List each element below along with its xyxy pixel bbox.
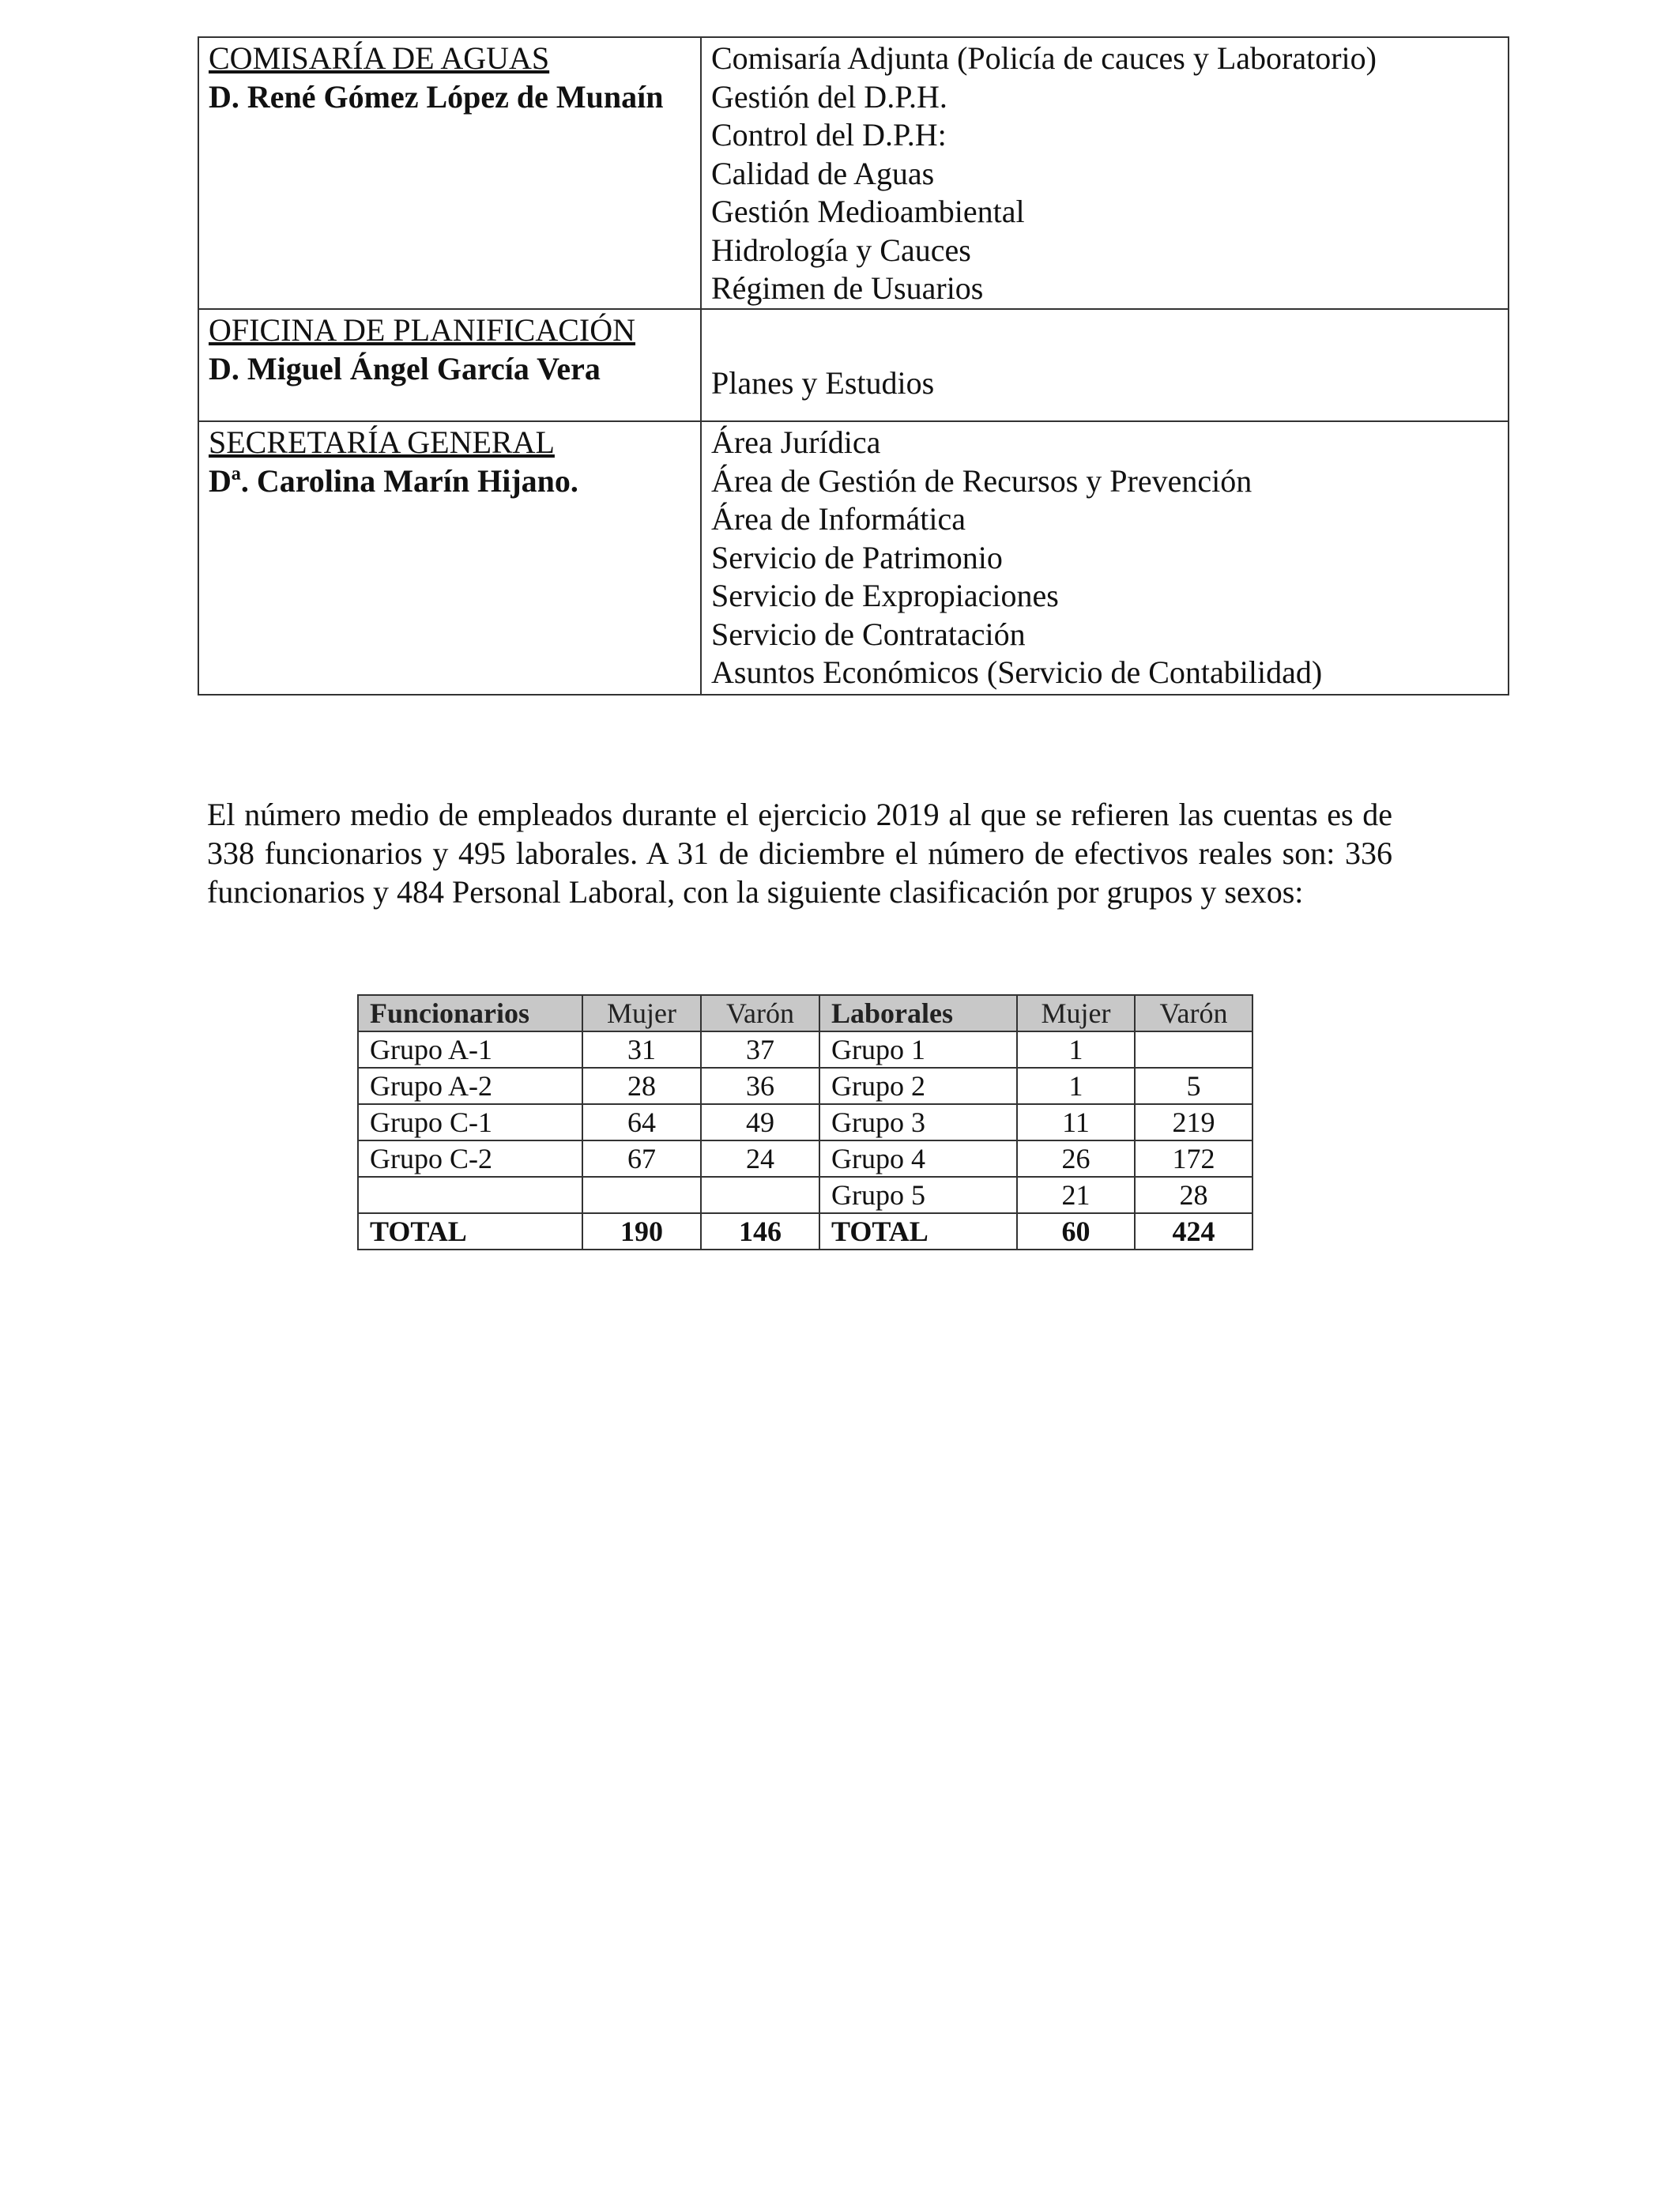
department-title: SECRETARÍA GENERAL — [209, 424, 555, 460]
table-cell: 1 — [1017, 1068, 1135, 1104]
table-cell: 28 — [1135, 1177, 1252, 1213]
table-cell: Grupo 1 — [819, 1031, 1017, 1068]
table-cell: Grupo A-1 — [358, 1031, 582, 1068]
function-item: Hidrología y Cauces — [711, 232, 971, 268]
table-row — [358, 1140, 1252, 1177]
header-mujer: Mujer — [1017, 995, 1135, 1031]
table-cell: Grupo 5 — [819, 1177, 1017, 1213]
header-laborales: Laborales — [819, 995, 1017, 1031]
header-varon: Varón — [701, 995, 819, 1031]
table-cell: 219 — [1135, 1104, 1252, 1140]
function-item: Gestión Medioambiental — [711, 194, 1025, 229]
total-value: 190 — [582, 1213, 701, 1250]
header-funcionarios: Funcionarios — [358, 995, 582, 1031]
org-row-comisaria — [198, 37, 1509, 309]
table-cell — [582, 1177, 701, 1213]
table-cell: 36 — [701, 1068, 819, 1104]
org-row-secretaria — [198, 421, 1509, 695]
table-row — [358, 1104, 1252, 1140]
department-head: D. Miguel Ángel García Vera — [209, 350, 601, 386]
functions-cell — [701, 37, 1509, 309]
table-cell: 28 — [582, 1068, 701, 1104]
table-cell: 67 — [582, 1140, 701, 1177]
table-cell: 11 — [1017, 1104, 1135, 1140]
table-cell: Grupo A-2 — [358, 1068, 582, 1104]
total-label: TOTAL — [819, 1213, 1017, 1250]
table-cell: 21 — [1017, 1177, 1135, 1213]
function-item: Área Jurídica — [711, 424, 881, 460]
department-head: D. René Gómez López de Munaín — [209, 78, 664, 115]
function-item: Servicio de Expropiaciones — [711, 578, 1059, 613]
department-title: COMISARÍA DE AGUAS — [209, 40, 550, 76]
function-item: Gestión del D.P.H. — [711, 78, 947, 115]
table-cell: 24 — [701, 1140, 819, 1177]
table-cell — [1135, 1031, 1252, 1068]
staff-classification-table — [357, 994, 1253, 1250]
department-head: Dª. Carolina Marín Hijano. — [209, 462, 578, 499]
department-cell — [198, 421, 701, 695]
function-item: Planes y Estudios — [711, 364, 935, 401]
table-cell: 49 — [701, 1104, 819, 1140]
department-title: OFICINA DE PLANIFICACIÓN — [209, 312, 636, 348]
table-header-row — [358, 995, 1252, 1031]
total-value: 424 — [1135, 1213, 1252, 1250]
function-item: Área de Gestión de Recursos y Prevención — [711, 462, 1252, 499]
table-cell — [701, 1177, 819, 1213]
table-total-row — [358, 1213, 1252, 1250]
table-cell: 64 — [582, 1104, 701, 1140]
functions-cell — [701, 421, 1509, 695]
table-cell: 1 — [1017, 1031, 1135, 1068]
table-cell: 37 — [701, 1031, 819, 1068]
total-value: 146 — [701, 1213, 819, 1250]
table-cell: 31 — [582, 1031, 701, 1068]
table-cell: Grupo C-2 — [358, 1140, 582, 1177]
table-cell — [358, 1177, 582, 1213]
function-item: Control del D.P.H: — [711, 117, 947, 153]
table-row — [358, 1031, 1252, 1068]
org-row-planificacion — [198, 309, 1509, 421]
table-row — [358, 1068, 1252, 1104]
table-cell: 26 — [1017, 1140, 1135, 1177]
function-item: Servicio de Patrimonio — [711, 539, 1003, 575]
functions-cell — [701, 309, 1509, 421]
function-item: Servicio de Contratación — [711, 616, 1026, 652]
department-cell — [198, 309, 701, 421]
function-item: Calidad de Aguas — [711, 155, 935, 191]
total-value: 60 — [1017, 1213, 1135, 1250]
organization-table — [198, 36, 1509, 696]
table-cell: Grupo 3 — [819, 1104, 1017, 1140]
function-item: Asuntos Económicos (Servicio de Contabilidad) — [711, 654, 1323, 690]
function-item: Régimen de Usuarios — [711, 270, 984, 306]
function-item: Área de Informática — [711, 501, 966, 537]
department-cell — [198, 37, 701, 309]
employees-paragraph: El número medio de empleados durante el ejercicio 2019 al que se refieren las cuentas es de 338 funcionarios y 495 laborales. A 31 de diciembre el número de efectivos reales son: 336 funcionarios y 484 Personal Laboral, con la siguiente clasificación por grupos y sexos: — [207, 797, 1392, 910]
total-label: TOTAL — [358, 1213, 582, 1250]
header-mujer: Mujer — [582, 995, 701, 1031]
table-cell: 5 — [1135, 1068, 1252, 1104]
table-cell: Grupo 4 — [819, 1140, 1017, 1177]
function-item: Comisaría Adjunta (Policía de cauces y Laboratorio) — [711, 40, 1377, 76]
header-varon: Varón — [1135, 995, 1252, 1031]
table-row — [358, 1177, 1252, 1213]
table-cell: 172 — [1135, 1140, 1252, 1177]
table-cell: Grupo 2 — [819, 1068, 1017, 1104]
table-cell: Grupo C-1 — [358, 1104, 582, 1140]
